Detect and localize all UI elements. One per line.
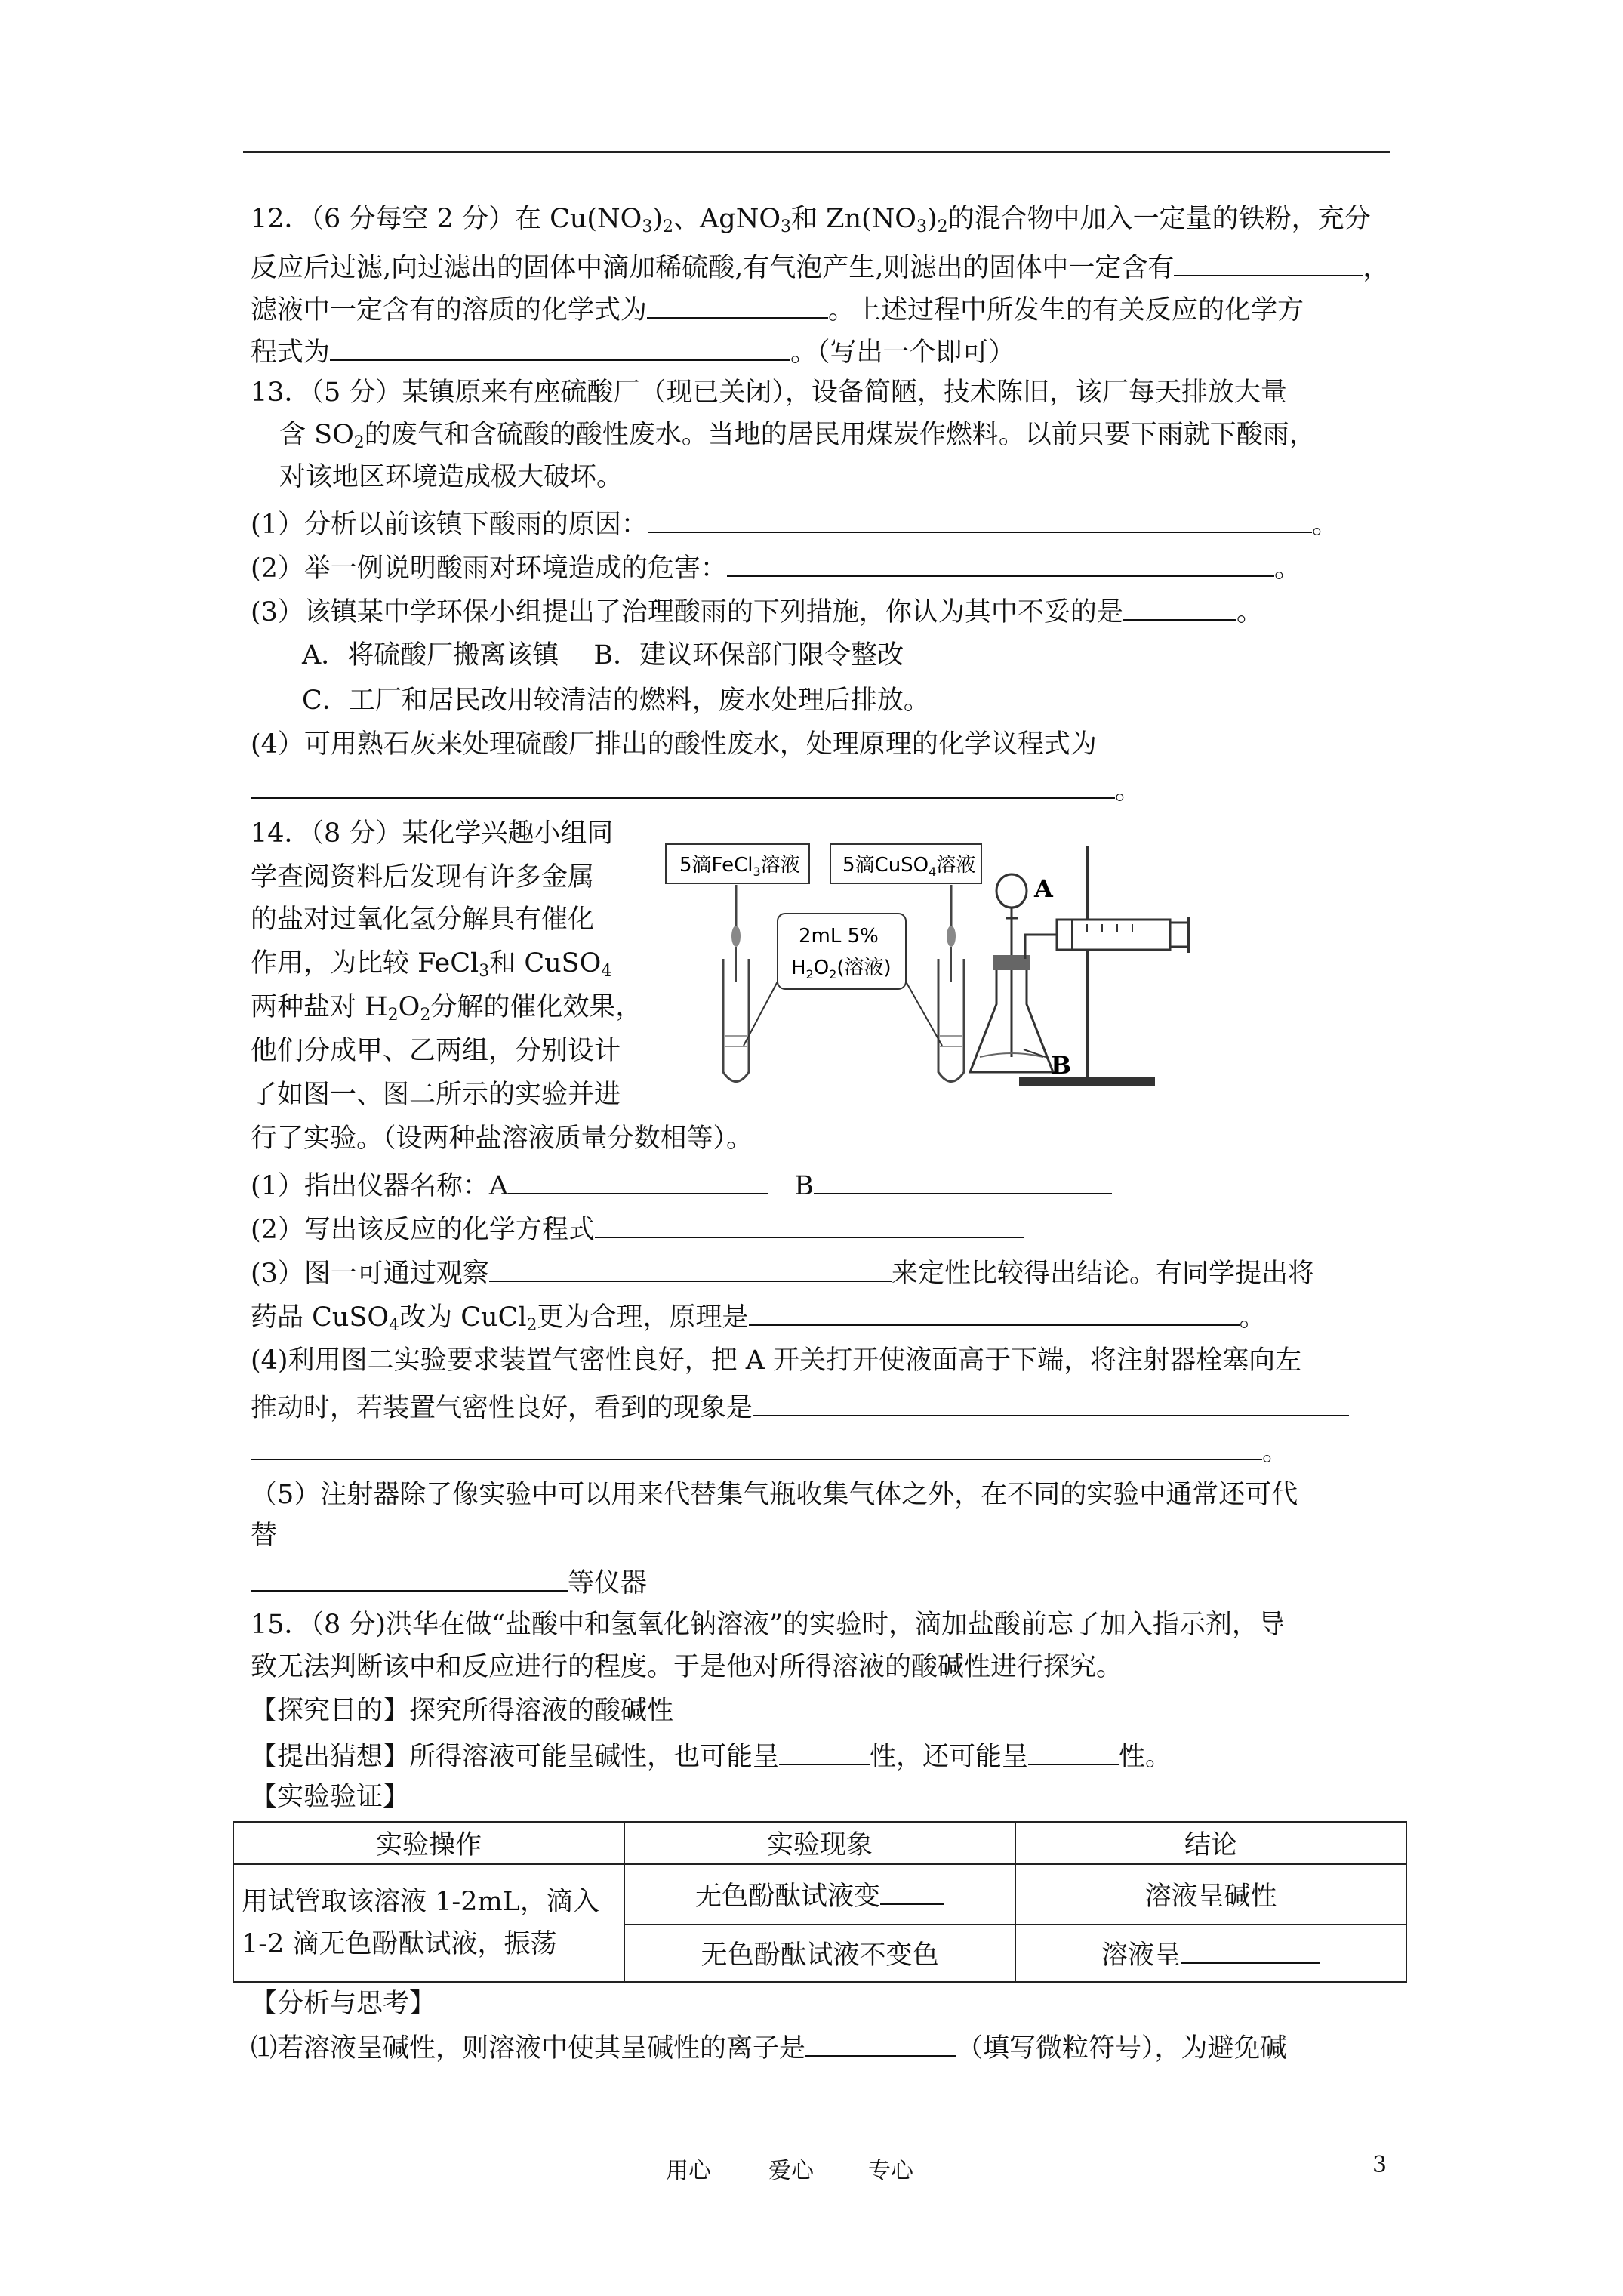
footer-motto-1: 用心 <box>666 2158 711 2184</box>
answer-blank[interactable] <box>251 772 1115 799</box>
q13-part-2: (2）举一例说明酸雨对环境造成的危害： 。 <box>251 550 1301 585</box>
h2o2-label-line2: $H_2O_2$(溶液) <box>791 957 892 982</box>
answer-blank[interactable] <box>805 2029 956 2057</box>
q13-part-4-answer: 。 <box>251 772 1141 807</box>
q12-line-3: 滤液中一定含有的溶质的化学式为 。上述过程中所发生的有关反应的化学方 <box>251 291 1304 327</box>
q14-part-3-line-1: (3）图一可通过观察 来定性比较得出结论。有同学提出将 <box>251 1255 1314 1290</box>
q14-line-5: 两种盐对 $H_2O_2$分解的催化效果， <box>251 992 642 1025</box>
iron-stand-base <box>1019 1077 1155 1086</box>
answer-blank[interactable] <box>753 1389 1349 1416</box>
table-header-row <box>233 1822 1406 1864</box>
separatory-funnel <box>996 874 1027 908</box>
answer-blank[interactable] <box>251 1564 568 1592</box>
q13-line-3: 对该地区环境造成极大破坏。 <box>279 462 624 492</box>
answer-blank[interactable] <box>779 1738 870 1765</box>
q14-part-5-line-2: 替 <box>251 1521 278 1551</box>
footer-motto-3: 专心 <box>868 2158 913 2184</box>
conclusion-cell: 溶液呈碱性 <box>1015 1864 1406 1925</box>
q12-line-1: 12．（6 分每空 2 分）在 $Cu(NO_3)_2$、AgNO$_3$和 $Zn(NO_3)_2$的混合物中加入一定量的铁粉，充分 <box>251 204 1371 236</box>
answer-blank[interactable] <box>508 1167 768 1194</box>
q14-line-6: 他们分成甲、乙两组，分别设计 <box>251 1036 621 1066</box>
q14-line-8: 行了实验。（设两种盐溶液质量分数相等）。 <box>251 1123 753 1154</box>
experiment-table <box>233 1821 1407 1983</box>
label-B: B <box>1051 1051 1072 1080</box>
header-cell: 实验操作 <box>233 1822 624 1864</box>
q14-part-3-line-2: 药品 CuSO$_4$改为 CuCl$_2$更为合理，原理是 。 <box>251 1299 1266 1334</box>
q15-analysis: 【分析与思考】 <box>251 1989 436 2019</box>
answer-blank[interactable] <box>1174 249 1363 276</box>
q12-line-2: 反应后过滤,向过滤出的固体中滴加稀硫酸,有气泡产生,则滤出的固体中一定含有 ， <box>251 249 1389 285</box>
answer-blank[interactable] <box>1123 593 1236 621</box>
conclusion-cell: 溶液呈 <box>1015 1925 1406 1982</box>
q12-line-4: 程式为 。（写出一个即可） <box>251 334 1015 369</box>
q14-part-4-line-2: 推动时，若装置气密性良好，看到的现象是 <box>251 1389 1349 1425</box>
q15-guess: 【提出猜想】所得溶液可能呈碱性，也可能呈 性，还可能呈 性。 <box>251 1738 1172 1774</box>
q13-option-c: C．工厂和居民改用较清洁的燃料，废水处理后排放。 <box>302 686 930 716</box>
footer-motto-2: 爱心 <box>768 2158 814 2184</box>
q14-line-1: 14．（8 分）某化学兴趣小组同 <box>251 818 614 849</box>
q13-part-3: (3）该镇某中学环保小组提出了治理酸雨的下列措施，你认为其中不妥的是 。 <box>251 593 1263 629</box>
answer-blank[interactable] <box>648 506 1312 533</box>
answer-blank[interactable] <box>749 1299 1240 1326</box>
answer-blank[interactable] <box>251 1433 1262 1460</box>
answer-blank[interactable] <box>1181 1937 1320 1964</box>
q14-line-2: 学查阅资料后发现有许多金属 <box>251 862 595 892</box>
q14-part-4-line-1: (4)利用图二实验要求装置气密性良好，把 A 开关打开使液面高于下端，将注射器栓塞向左 <box>251 1345 1302 1376</box>
q14-part-5-line-3: 等仪器 <box>251 1564 647 1600</box>
q13-line-2: 含 $SO_2$的废气和含硫酸的酸性废水。当地的居民用煤炭作燃料。以前只要下雨就下酸雨， <box>279 420 1316 452</box>
phenomenon-cell: 无色酚酞试液不变色 <box>624 1925 1015 1982</box>
dropper-bulb-left <box>731 926 741 947</box>
answer-blank[interactable] <box>727 550 1274 577</box>
q14-line-3: 的盐对过氧化氢分解具有催化 <box>251 905 595 935</box>
q14-part-1: (1）指出仪器名称：A B <box>251 1167 1112 1203</box>
q15-verify: 【实验验证】 <box>251 1782 410 1812</box>
operation-cell: 用试管取该溶液 1-2mL，滴入 1-2 滴无色酚酞试液，振荡 <box>233 1864 624 1982</box>
dropper-bulb-right <box>947 926 956 947</box>
q15-line-2: 致无法判断该中和反应进行的程度。于是他对所得溶液的酸碱性进行探究。 <box>251 1652 1123 1682</box>
q15-purpose: 【探究目的】探究所得溶液的酸碱性 <box>251 1696 674 1726</box>
fecl3-label: 5滴FeCl$_3$溶液 <box>679 854 800 879</box>
phenomenon-cell: 无色酚酞试液变 <box>624 1864 1015 1925</box>
q13-line-1: 13．（5 分）某镇原来有座硫酸厂（现已关闭），设备简陋，技术陈旧，该厂每天排放大量 <box>251 378 1287 408</box>
h2o2-label-line1: 2mL 5% <box>799 925 879 948</box>
q14-part-2: (2）写出该反应的化学方程式 <box>251 1211 1024 1247</box>
answer-blank[interactable] <box>595 1211 1024 1238</box>
q13-options-ab: A．将硫酸厂搬离该镇 B．建议环保部门限令整改 <box>302 640 904 670</box>
label-A: A <box>1034 874 1053 903</box>
q14-line-7: 了如图一、图二所示的实验并进 <box>251 1080 621 1110</box>
header-cell: 结论 <box>1015 1822 1406 1864</box>
answer-blank[interactable] <box>647 291 828 319</box>
q13-part-1: (1）分析以前该镇下酸雨的原因： 。 <box>251 506 1338 541</box>
q15-analysis-1: ⑴若溶液呈碱性，则溶液中使其呈碱性的离子是 （填写微粒符号），为避免碱 <box>251 2029 1287 2065</box>
answer-blank[interactable] <box>1028 1738 1119 1765</box>
q14-line-4: 作用，为比较 FeCl$_3$和 CuSO$_4$ <box>251 948 612 981</box>
q15-line-1: 15．（8 分)洪华在做“盐酸中和氢氧化钠溶液”的实验时，滴加盐酸前忘了加入指示剂，导 <box>251 1610 1285 1640</box>
answer-blank[interactable] <box>814 1167 1112 1194</box>
answer-blank[interactable] <box>489 1255 892 1282</box>
header-rule <box>243 151 1390 153</box>
q13-part-4: (4）可用熟石灰来处理硫酸厂排出的酸性废水，处理原理的化学议程式为 <box>251 729 1097 760</box>
cuso4-label: 5滴CuSO$_4$溶液 <box>842 854 976 879</box>
experiment-figure <box>664 831 1208 1095</box>
q14-part-4-line-3: 。 <box>251 1433 1289 1469</box>
answer-blank[interactable] <box>880 1878 944 1905</box>
q14-part-5-line-1: （5）注射器除了像实验中可以用来代替集气瓶收集气体之外，在不同的实验中通常还可代 <box>251 1480 1298 1510</box>
header-cell: 实验现象 <box>624 1822 1015 1864</box>
page-number: 3 <box>1372 2152 1387 2178</box>
answer-blank[interactable] <box>330 334 790 361</box>
table-row <box>233 1864 1406 1925</box>
syringe <box>1057 920 1170 950</box>
